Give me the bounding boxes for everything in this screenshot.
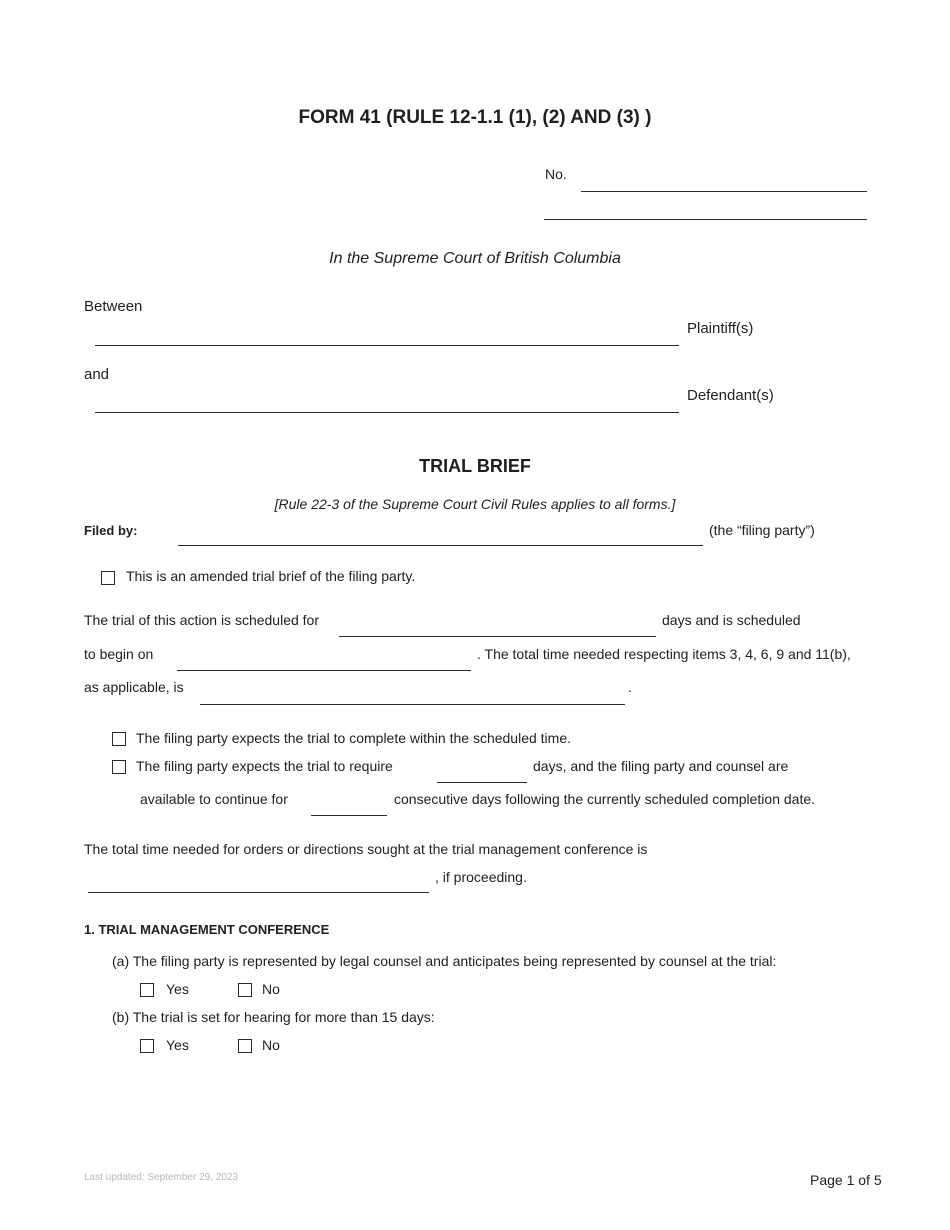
schedule-line3-suffix: .	[628, 679, 632, 695]
filed-by-input[interactable]	[178, 525, 703, 546]
registry-input[interactable]	[544, 199, 867, 220]
complete-within-checkbox[interactable]	[112, 732, 126, 746]
item-b-no-checkbox[interactable]	[238, 1039, 252, 1053]
and-label: and	[84, 366, 110, 383]
form-title: FORM 41 (RULE 12-1.1 (1), (2) AND (3) )	[298, 107, 652, 128]
defendant-label: Defendant(s)	[687, 387, 774, 404]
plaintiff-input[interactable]	[95, 325, 679, 346]
require-days-checkbox[interactable]	[112, 760, 126, 774]
plaintiff-label: Plaintiff(s)	[687, 320, 754, 337]
item-b-yes-checkbox[interactable]	[140, 1039, 154, 1053]
file-number-input[interactable]	[581, 171, 867, 192]
item-b-yes-label: Yes	[166, 1037, 189, 1053]
scheduled-days-input[interactable]	[339, 616, 656, 637]
filed-by-label: Filed by:	[84, 523, 138, 538]
page-number: Page 1 of 5	[810, 1172, 882, 1188]
item-a-yes-checkbox[interactable]	[140, 983, 154, 997]
require-days-suffix: days, and the filing party and counsel are	[533, 758, 789, 774]
filing-party-note: (the “filing party”)	[709, 522, 815, 538]
rule-note: [Rule 22-3 of the Supreme Court Civil Rules applies to all forms.]	[274, 496, 676, 512]
file-number-label: No.	[545, 166, 567, 182]
item-b-text: (b) The trial is set for hearing for more than 15 days:	[112, 1009, 435, 1025]
available-prefix: available to continue for	[140, 791, 288, 807]
item-a-text: (a) The filing party is represented by legal counsel and anticipates being represented by counsel at the trial:	[112, 953, 777, 969]
complete-within-label: The filing party expects the trial to complete within the scheduled time.	[136, 730, 571, 746]
item-a-no-checkbox[interactable]	[238, 983, 252, 997]
require-days-prefix: The filing party expects the trial to require	[136, 758, 393, 774]
last-updated: Last updated: September 29, 2023	[84, 1172, 239, 1183]
section1-heading: 1. TRIAL MANAGEMENT CONFERENCE	[84, 922, 330, 937]
schedule-line2-prefix: to begin on	[84, 646, 154, 662]
schedule-line3-prefix: as applicable, is	[84, 679, 184, 695]
orders-time-input[interactable]	[88, 872, 429, 893]
required-days-input[interactable]	[437, 762, 527, 783]
schedule-line1-suffix: days and is scheduled	[662, 612, 801, 628]
item-a-no-label: No	[262, 981, 280, 997]
item-b-no-label: No	[262, 1037, 280, 1053]
between-label: Between	[84, 298, 143, 315]
consecutive-days-input[interactable]	[311, 795, 387, 816]
brief-title: TRIAL BRIEF	[419, 456, 531, 476]
schedule-line1-prefix: The trial of this action is scheduled for	[84, 612, 320, 628]
total-time-input[interactable]	[200, 684, 625, 705]
orders-time-text: The total time needed for orders or directions sought at the trial management conference is	[84, 841, 648, 857]
defendant-input[interactable]	[95, 392, 679, 413]
amended-checkbox[interactable]	[101, 571, 115, 585]
start-date-input[interactable]	[177, 650, 471, 671]
amended-checkbox-label: This is an amended trial brief of the filing party.	[126, 568, 416, 584]
orders-time-suffix: , if proceeding.	[435, 869, 527, 885]
available-suffix: consecutive days following the currently scheduled completion date.	[394, 791, 816, 807]
court-name: In the Supreme Court of British Columbia	[329, 250, 621, 267]
item-a-yes-label: Yes	[166, 981, 189, 997]
schedule-line2-suffix: . The total time needed respecting items 3, 4, 6, 9 and 11(b),	[477, 646, 851, 662]
